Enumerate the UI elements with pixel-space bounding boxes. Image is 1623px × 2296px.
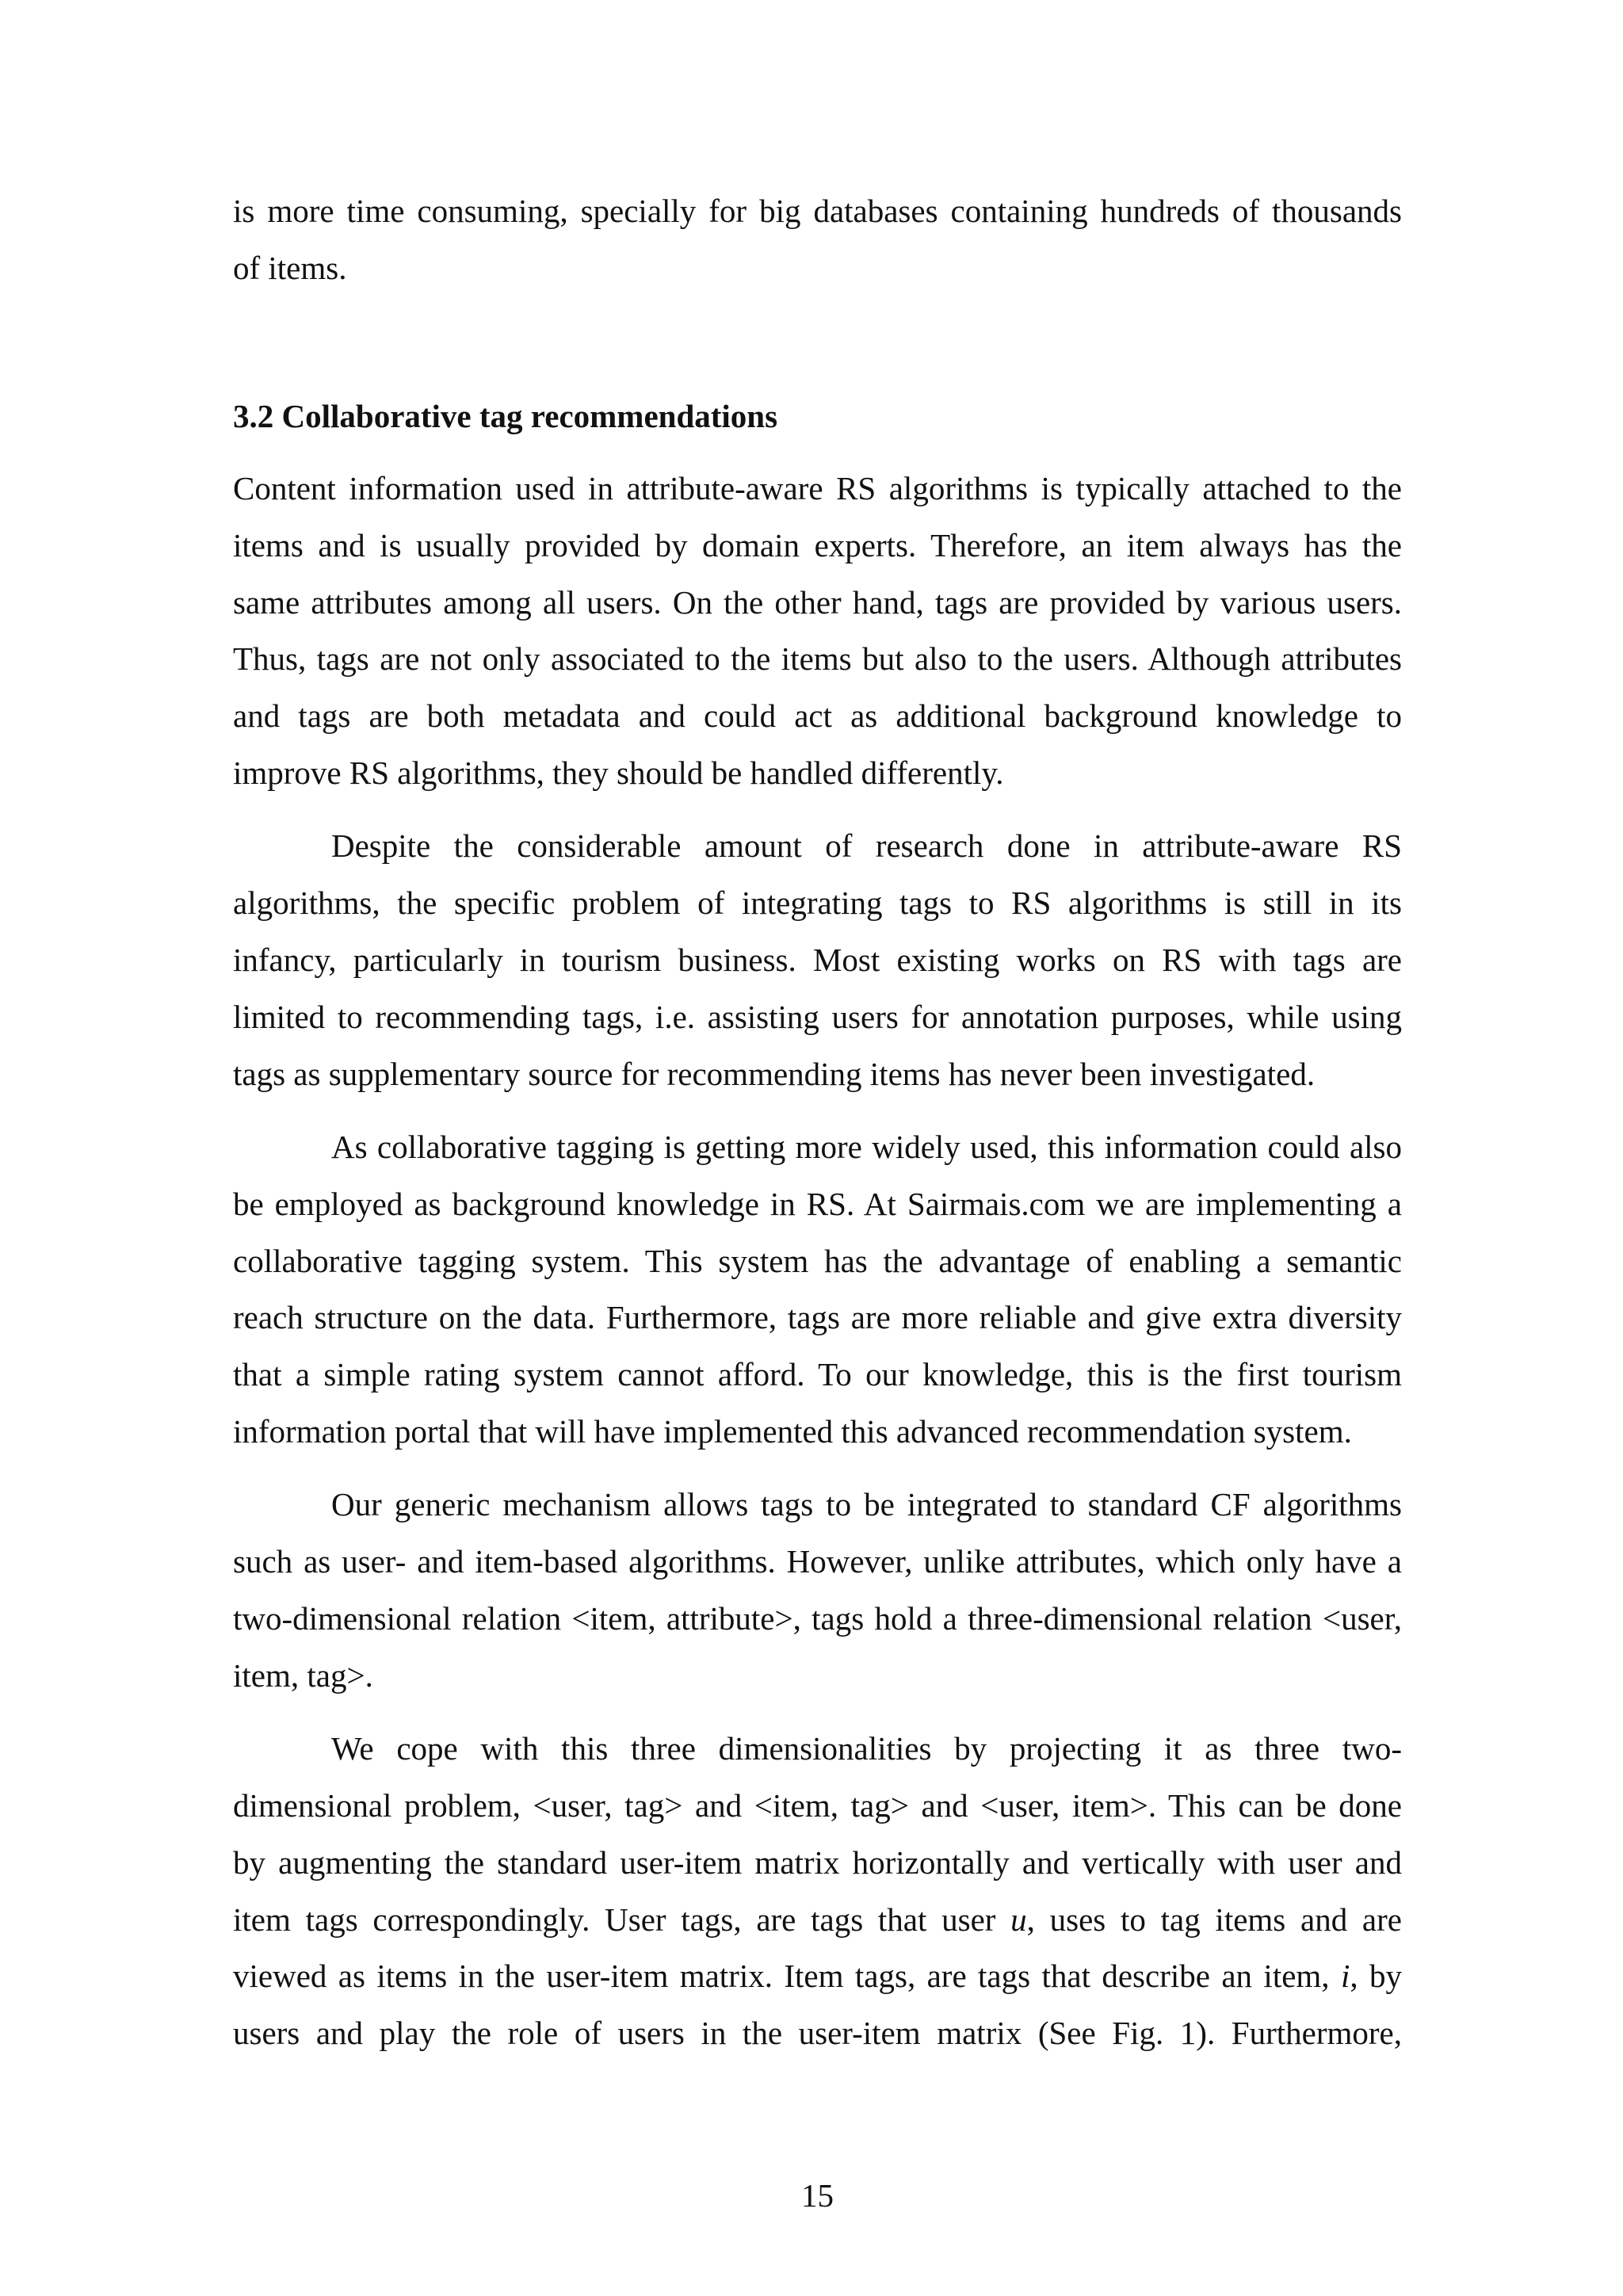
paragraph [233, 1721, 1402, 2062]
text-line: collaborative tagging system. This system has the advantage of enabling a semantic [233, 1242, 1402, 1279]
section-heading-block [233, 388, 1402, 445]
text-line: Despite the considerable amount of research done in attribute-aware RS [331, 827, 1402, 865]
text-line: users and play the role of users in the user-item matrix (See Fig. 1). Furthermore, [233, 2015, 1402, 2052]
text-segment: , by [1350, 1958, 1402, 1995]
section-heading: 3.2 Collaborative tag recommendations [233, 398, 778, 434]
text-line: algorithms, the specific problem of integrating tags to RS algorithms is still in its [233, 884, 1402, 922]
text-line: reach structure on the data. Furthermore, tags are more reliable and give extra diversity [233, 1299, 1402, 1336]
text-line: two-dimensional relation <item, attribute>, tags hold a three-dimensional relation <user, [233, 1599, 1402, 1637]
text-line: such as user- and item-based algorithms. However, unlike attributes, which only have a [233, 1543, 1402, 1580]
text-line: items and is usually provided by domain experts. Therefore, an item always has the [233, 526, 1402, 563]
page-number: 15 [801, 2177, 834, 2214]
italic-variable: i [1340, 1958, 1350, 1995]
paragraph [233, 460, 1402, 802]
paragraph [233, 818, 1402, 1102]
text-line: item, tag>. [233, 1656, 373, 1694]
text-line: infancy, particularly in tourism business. Most existing works on RS with tags are [233, 941, 1402, 978]
text-line: As collaborative tagging is getting more widely used, this information could also [331, 1128, 1402, 1165]
paragraph [233, 1477, 1402, 1704]
text-line: is more time consuming, specially for big databases containing hundreds of thousands [233, 193, 1402, 229]
paragraph-continuation [233, 183, 1402, 297]
text-line: improve RS algorithms, they should be handled differently. [233, 754, 1004, 791]
text-line: Content information used in attribute-aware RS algorithms is typically attached to the [233, 470, 1402, 506]
text-line: same attributes among all users. On the other hand, tags are provided by various users. [233, 583, 1402, 621]
text-line [233, 1892, 1402, 1949]
text-segment: , uses to tag items and are [1026, 1901, 1402, 1938]
text-line: be employed as background knowledge in RS. At Sairmais.com we are implementing a [233, 1185, 1402, 1222]
page-footer [233, 2168, 1402, 2225]
text-segment: viewed as items in the user-item matrix. Item tags, are tags that describe an item, [233, 1958, 1341, 1995]
text-line: Our generic mechanism allows tags to be integrated to standard CF algorithms [331, 1486, 1402, 1523]
text-line: by augmenting the standard user-item matrix horizontally and vertically with user and [233, 1843, 1402, 1881]
text-line [233, 1948, 1402, 2005]
text-line: and tags are both metadata and could act as additional background knowledge to [233, 697, 1402, 735]
paragraph [233, 1119, 1402, 1461]
text-segment: item tags correspondingly. User tags, are tags that user [233, 1901, 1011, 1938]
text-line: information portal that will have implemented this advanced recommendation system. [233, 1412, 1352, 1450]
text-line: dimensional problem, <user, tag> and <item, tag> and <user, item>. This can be done [233, 1786, 1402, 1824]
text-line: of items. [233, 249, 347, 286]
text-line: tags as supplementary source for recommending items has never been investigated. [233, 1055, 1316, 1092]
text-line: Thus, tags are not only associated to the items but also to the users. Although attributes [233, 640, 1402, 678]
text-line: We cope with this three dimensionalities by projecting it as three two- [331, 1730, 1402, 1767]
body-text [233, 460, 1402, 2078]
italic-variable: u [1010, 1901, 1027, 1938]
text-line: that a simple rating system cannot afford. To our knowledge, this is the first tourism [233, 1356, 1402, 1393]
text-line: limited to recommending tags, i.e. assisting users for annotation purposes, while using [233, 998, 1402, 1035]
